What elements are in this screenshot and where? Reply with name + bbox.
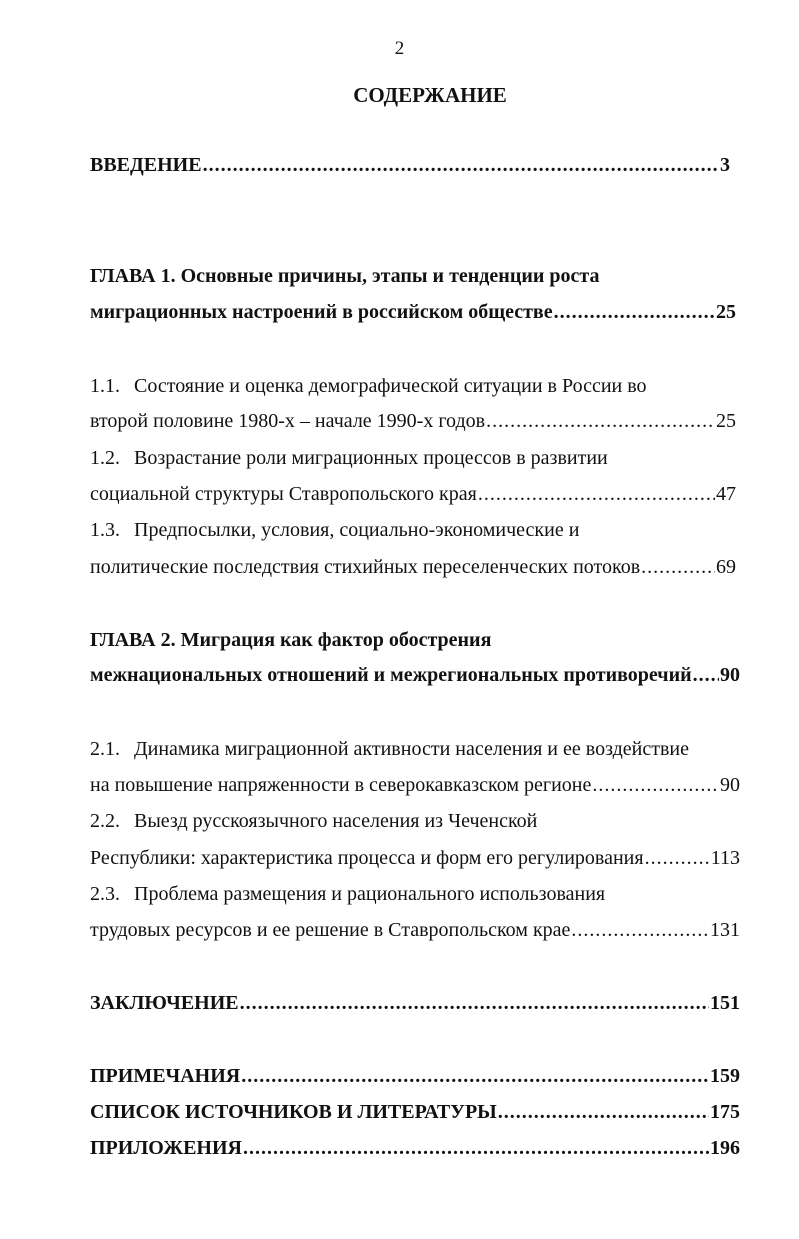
section-number: 1.3. [90,519,120,541]
entry-title: социальной структуры Ставропольского края [90,483,477,505]
section-2-2-line1 [90,808,537,834]
toc-entry-conclusion[interactable] [90,990,740,1016]
dot-leader [571,917,709,943]
page-number: 2 [394,38,405,59]
toc-entry-chapter1[interactable] [90,299,736,325]
dot-leader [203,152,719,178]
entry-page: 90 [720,774,740,796]
dot-leader [486,408,715,434]
entry-page: 151 [710,992,740,1014]
entry-page: 159 [710,1065,740,1087]
dot-leader [641,554,715,580]
entry-page: 90 [720,664,740,686]
entry-page: 131 [710,919,740,941]
chapter1-title-line1: ГЛАВА 1. Основные причины, этапы и тенденции роста [90,265,600,287]
entry-page: 25 [716,410,736,432]
section-title: Предпосылки, условия, социально-экономические и [134,519,580,541]
section-2-1-line1 [90,736,689,762]
entry-page: 69 [716,556,736,578]
toc-entry-section-1-2[interactable] [90,481,736,507]
toc-entry-section-1-1[interactable] [90,408,736,434]
entry-title: миграционных настроений в российском обществе [90,301,553,323]
section-1-3-line1 [90,517,579,543]
section-title: Проблема размещения и рационального использования [134,883,606,905]
toc-entry-section-2-3[interactable] [90,917,740,943]
toc-entry-appendices[interactable] [90,1135,740,1161]
entry-page: 175 [710,1101,740,1123]
entry-page: 47 [716,483,736,505]
section-number: 1.2. [90,447,120,469]
entry-title: Республики: характеристика процесса и форм его регулирования [90,847,644,869]
section-2-3-line1 [90,881,605,907]
entry-page: 113 [710,847,740,869]
dot-leader [241,1063,709,1089]
dot-leader [693,662,719,688]
toc-entry-chapter2[interactable] [90,662,740,688]
toc-entry-section-1-3[interactable] [90,554,736,580]
section-1-1-line1 [90,373,647,399]
entry-title: ВВЕДЕНИЕ [90,154,202,176]
section-title: Выезд русскоязычного населения из Чеченской [134,810,538,832]
entry-title: второй половине 1980-х – начале 1990-х годов [90,410,486,432]
toc-entry-section-2-1[interactable] [90,772,740,798]
dot-leader [243,1135,709,1161]
entry-title: на повышение напряженности в северокавказском регионе [90,774,592,796]
entry-title: межнациональных отношений и межрегиональных противоречий [90,664,692,686]
dot-leader [478,481,715,507]
dot-leader [240,990,709,1016]
toc-entry-intro[interactable] [90,152,730,178]
toc-entry-sources[interactable] [90,1099,740,1125]
dot-leader [554,299,715,325]
section-number: 2.3. [90,883,120,905]
entry-page: 3 [720,154,730,176]
entry-page: 196 [710,1137,740,1159]
section-number: 2.2. [90,810,120,832]
section-number: 1.1. [90,375,120,397]
entry-title: политические последствия стихийных переселенческих потоков [90,556,641,578]
entry-title: трудовых ресурсов и ее решение в Ставропольском крае [90,919,571,941]
toc-entry-section-2-2[interactable] [90,845,740,871]
section-1-2-line1 [90,445,608,471]
section-title: Возрастание роли миграционных процессов в развитии [134,447,608,469]
section-title: Динамика миграционной активности населения и ее воздействие [134,738,690,760]
chapter2-title-line1: ГЛАВА 2. Миграция как фактор обострения [90,629,492,651]
entry-title: ПРИЛОЖЕНИЯ [90,1137,242,1159]
dot-leader [498,1099,709,1125]
dot-leader [592,772,719,798]
toc-title: СОДЕРЖАНИЕ [353,83,507,107]
entry-title: СПИСОК ИСТОЧНИКОВ И ЛИТЕРАТУРЫ [90,1101,497,1123]
entry-title: ПРИМЕЧАНИЯ [90,1065,241,1087]
dot-leader [645,845,710,871]
toc-entry-notes[interactable] [90,1063,740,1089]
section-title: Состояние и оценка демографической ситуации в России во [134,375,647,397]
entry-page: 25 [716,301,736,323]
section-number: 2.1. [90,738,120,760]
entry-title: ЗАКЛЮЧЕНИЕ [90,992,239,1014]
